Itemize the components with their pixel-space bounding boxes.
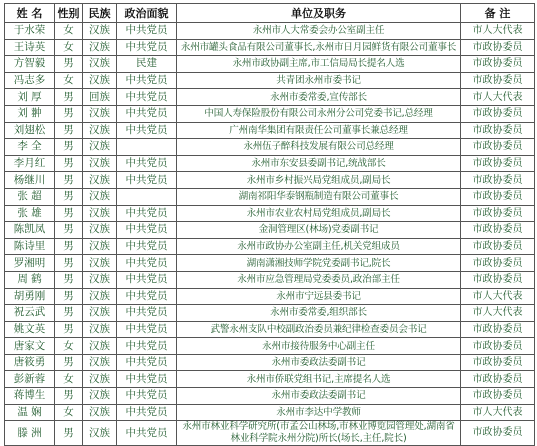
cell-political: 中共党员 (117, 371, 177, 388)
cell-note: 市政协委员 (461, 238, 535, 255)
cell-gender: 男 (55, 139, 83, 156)
table-row (5, 288, 535, 305)
table-row (5, 354, 535, 371)
cell-political: 中共党员 (117, 271, 177, 288)
cell-note: 市政协委员 (461, 321, 535, 338)
cell-name: 唐筱勇 (5, 354, 55, 371)
cell-note: 市政协委员 (461, 205, 535, 222)
cell-political: 中共党员 (117, 72, 177, 89)
cell-ethnicity: 汉族 (83, 354, 117, 371)
cell-unit: 永州市政协副主席,市工信局局长提名人选 (177, 56, 461, 73)
cell-ethnicity: 汉族 (83, 105, 117, 122)
cell-ethnicity: 汉族 (83, 23, 117, 40)
cell-unit: 永州市委常委,组织部长 (177, 305, 461, 322)
cell-note: 市人大代表 (461, 288, 535, 305)
cell-political: 中共党员 (117, 421, 177, 446)
header-name: 姓 名 (5, 4, 55, 23)
table-row (5, 371, 535, 388)
cell-political: 中共党员 (117, 388, 177, 405)
cell-name: 方智毅 (5, 56, 55, 73)
table-row (5, 23, 535, 40)
cell-gender: 男 (55, 288, 83, 305)
header-political: 政治面貌 (117, 4, 177, 23)
cell-political (117, 188, 177, 205)
cell-unit: 永州市罐头食品有限公司董事长,永州市日月园鲜货有限公司董事长 (177, 39, 461, 56)
cell-gender: 男 (55, 188, 83, 205)
cell-political: 中共党员 (117, 321, 177, 338)
cell-name: 刘 厚 (5, 89, 55, 106)
cell-unit: 永州市李达中学教师 (177, 404, 461, 421)
cell-ethnicity: 汉族 (83, 155, 117, 172)
cell-unit: 共青团永州市委书记 (177, 72, 461, 89)
cell-unit: 湖南祁阳华泰钢瓶制造有限公司董事长 (177, 188, 461, 205)
cell-name: 温 娴 (5, 404, 55, 421)
cell-gender: 男 (55, 205, 83, 222)
cell-note: 市政协委员 (461, 122, 535, 139)
roster-table (4, 3, 535, 446)
cell-gender: 男 (55, 421, 83, 446)
cell-ethnicity: 汉族 (83, 305, 117, 322)
cell-ethnicity: 汉族 (83, 421, 117, 446)
cell-name: 姚文英 (5, 321, 55, 338)
cell-unit: 永州市委政法委副书记 (177, 354, 461, 371)
cell-gender: 男 (55, 238, 83, 255)
table-row (5, 338, 535, 355)
cell-ethnicity: 汉族 (83, 288, 117, 305)
cell-unit: 武警永州支队中校副政治委员兼纪律检查委员会书记 (177, 321, 461, 338)
cell-ethnicity: 汉族 (83, 122, 117, 139)
table-row (5, 404, 535, 421)
cell-gender: 女 (55, 338, 83, 355)
cell-unit: 永州市委政法委副书记 (177, 388, 461, 405)
cell-ethnicity: 汉族 (83, 188, 117, 205)
cell-gender: 男 (55, 305, 83, 322)
cell-note: 市政协委员 (461, 222, 535, 239)
cell-gender: 女 (55, 39, 83, 56)
cell-unit: 广州南华集团有限责任公司董事长兼总经理 (177, 122, 461, 139)
cell-ethnicity: 汉族 (83, 222, 117, 239)
table-row (5, 89, 535, 106)
table-row (5, 139, 535, 156)
cell-note: 市政协委员 (461, 155, 535, 172)
cell-unit: 永州市林业科学研究所(市孟公山林场,市林业博览园管理处,湖南省林业科学院永州分院)所长(场长,主任,院长) (177, 421, 461, 446)
cell-political: 中共党员 (117, 354, 177, 371)
roster-body (5, 23, 535, 446)
cell-ethnicity: 汉族 (83, 72, 117, 89)
cell-ethnicity: 汉族 (83, 338, 117, 355)
cell-ethnicity: 汉族 (83, 238, 117, 255)
cell-note: 市政协委员 (461, 354, 535, 371)
cell-note: 市政协委员 (461, 39, 535, 56)
cell-political (117, 139, 177, 156)
cell-unit: 永州市委常委,宣传部长 (177, 89, 461, 106)
table-row (5, 72, 535, 89)
cell-name: 陈诗里 (5, 238, 55, 255)
cell-note: 市政协委员 (461, 388, 535, 405)
cell-political: 中共党员 (117, 23, 177, 40)
cell-ethnicity: 汉族 (83, 255, 117, 272)
cell-ethnicity: 汉族 (83, 388, 117, 405)
cell-political: 中共党员 (117, 205, 177, 222)
table-row (5, 255, 535, 272)
cell-note: 市人大代表 (461, 23, 535, 40)
cell-gender: 女 (55, 72, 83, 89)
cell-note: 市政协委员 (461, 255, 535, 272)
cell-unit: 中国人寿保险股份有限公司永州分公司党委书记,总经理 (177, 105, 461, 122)
cell-gender: 男 (55, 172, 83, 189)
cell-political: 中共党员 (117, 155, 177, 172)
cell-name: 李月红 (5, 155, 55, 172)
cell-gender: 男 (55, 354, 83, 371)
cell-name: 胡勇刚 (5, 288, 55, 305)
cell-political: 中共党员 (117, 305, 177, 322)
cell-name: 周 鹤 (5, 271, 55, 288)
header-gender: 性别 (55, 4, 83, 23)
cell-note: 市政协委员 (461, 72, 535, 89)
cell-note: 市政协委员 (461, 172, 535, 189)
cell-name: 祝云武 (5, 305, 55, 322)
cell-name: 唐家文 (5, 338, 55, 355)
table-row (5, 205, 535, 222)
cell-unit: 永州伍子醉科技发展有限公司总经理 (177, 139, 461, 156)
cell-name: 张 雄 (5, 205, 55, 222)
table-row (5, 271, 535, 288)
cell-political: 中共党员 (117, 404, 177, 421)
cell-name: 杨继川 (5, 172, 55, 189)
cell-gender: 男 (55, 321, 83, 338)
cell-unit: 永州市东安县委副书记,统战部长 (177, 155, 461, 172)
table-row (5, 238, 535, 255)
cell-ethnicity: 回族 (83, 89, 117, 106)
cell-gender: 男 (55, 56, 83, 73)
cell-political: 中共党员 (117, 222, 177, 239)
table-row (5, 105, 535, 122)
cell-note: 市政协委员 (461, 338, 535, 355)
cell-unit: 永州市侨联党组书记,主席提名人选 (177, 371, 461, 388)
cell-note: 市政协委员 (461, 271, 535, 288)
table-row (5, 421, 535, 446)
cell-note: 市人大代表 (461, 404, 535, 421)
cell-gender: 男 (55, 122, 83, 139)
cell-note: 市政协委员 (461, 371, 535, 388)
table-row (5, 388, 535, 405)
header-unit: 单位及职务 (177, 4, 461, 23)
cell-gender: 男 (55, 255, 83, 272)
header-ethnicity: 民族 (83, 4, 117, 23)
table-row (5, 305, 535, 322)
header-row (5, 4, 535, 23)
cell-note: 市政协委员 (461, 188, 535, 205)
cell-name: 陈凯凤 (5, 222, 55, 239)
cell-unit: 永州市农业农村局党组成员,副局长 (177, 205, 461, 222)
cell-note: 市政协委员 (461, 421, 535, 446)
cell-ethnicity: 汉族 (83, 271, 117, 288)
cell-ethnicity: 汉族 (83, 371, 117, 388)
table-row (5, 122, 535, 139)
cell-political: 中共党员 (117, 39, 177, 56)
cell-unit: 湖南潇湘技师学院党委副书记,院长 (177, 255, 461, 272)
header-note: 备 注 (461, 4, 535, 23)
cell-name: 于水荣 (5, 23, 55, 40)
cell-note: 市人大代表 (461, 305, 535, 322)
cell-gender: 男 (55, 271, 83, 288)
cell-gender: 女 (55, 404, 83, 421)
cell-note: 市人大代表 (461, 89, 535, 106)
cell-name: 冯志多 (5, 72, 55, 89)
cell-gender: 男 (55, 388, 83, 405)
cell-political: 中共党员 (117, 89, 177, 106)
table-row (5, 172, 535, 189)
cell-name: 刘翅松 (5, 122, 55, 139)
cell-ethnicity: 汉族 (83, 172, 117, 189)
cell-name: 刘 翀 (5, 105, 55, 122)
cell-political: 中共党员 (117, 238, 177, 255)
cell-unit: 金洞管理区(林场)党委副书记 (177, 222, 461, 239)
cell-unit: 永州市应急管理局党委委员,政治部主任 (177, 271, 461, 288)
cell-unit: 永州市乡村振兴局党组成员,副局长 (177, 172, 461, 189)
cell-ethnicity: 汉族 (83, 404, 117, 421)
cell-unit: 永州市政协办公室副主任,机关党组成员 (177, 238, 461, 255)
cell-name: 王诗英 (5, 39, 55, 56)
cell-ethnicity: 汉族 (83, 205, 117, 222)
table-row (5, 321, 535, 338)
cell-unit: 永州市接待服务中心副主任 (177, 338, 461, 355)
cell-political: 中共党员 (117, 122, 177, 139)
cell-name: 罗湘明 (5, 255, 55, 272)
cell-unit: 永州市人大常委会办公室副主任 (177, 23, 461, 40)
cell-gender: 男 (55, 89, 83, 106)
cell-gender: 男 (55, 155, 83, 172)
cell-ethnicity: 汉族 (83, 56, 117, 73)
table-row (5, 188, 535, 205)
cell-ethnicity: 汉族 (83, 139, 117, 156)
cell-gender: 女 (55, 371, 83, 388)
cell-gender: 男 (55, 222, 83, 239)
cell-note: 市政协委员 (461, 105, 535, 122)
cell-political: 中共党员 (117, 255, 177, 272)
cell-political: 民建 (117, 56, 177, 73)
cell-political: 中共党员 (117, 105, 177, 122)
cell-political: 中共党员 (117, 288, 177, 305)
cell-ethnicity: 汉族 (83, 321, 117, 338)
table-row (5, 56, 535, 73)
table-row (5, 222, 535, 239)
cell-political: 中共党员 (117, 338, 177, 355)
cell-name: 张 超 (5, 188, 55, 205)
cell-name: 滕 洲 (5, 421, 55, 446)
cell-name: 彭新蓉 (5, 371, 55, 388)
cell-note: 市政协委员 (461, 56, 535, 73)
cell-unit: 永州市宁远县委书记 (177, 288, 461, 305)
table-row (5, 39, 535, 56)
table-row (5, 155, 535, 172)
cell-name: 李 全 (5, 139, 55, 156)
cell-gender: 男 (55, 105, 83, 122)
cell-ethnicity: 汉族 (83, 39, 117, 56)
cell-political: 中共党员 (117, 172, 177, 189)
cell-note: 市政协委员 (461, 139, 535, 156)
cell-name: 蒋博生 (5, 388, 55, 405)
cell-gender: 女 (55, 23, 83, 40)
